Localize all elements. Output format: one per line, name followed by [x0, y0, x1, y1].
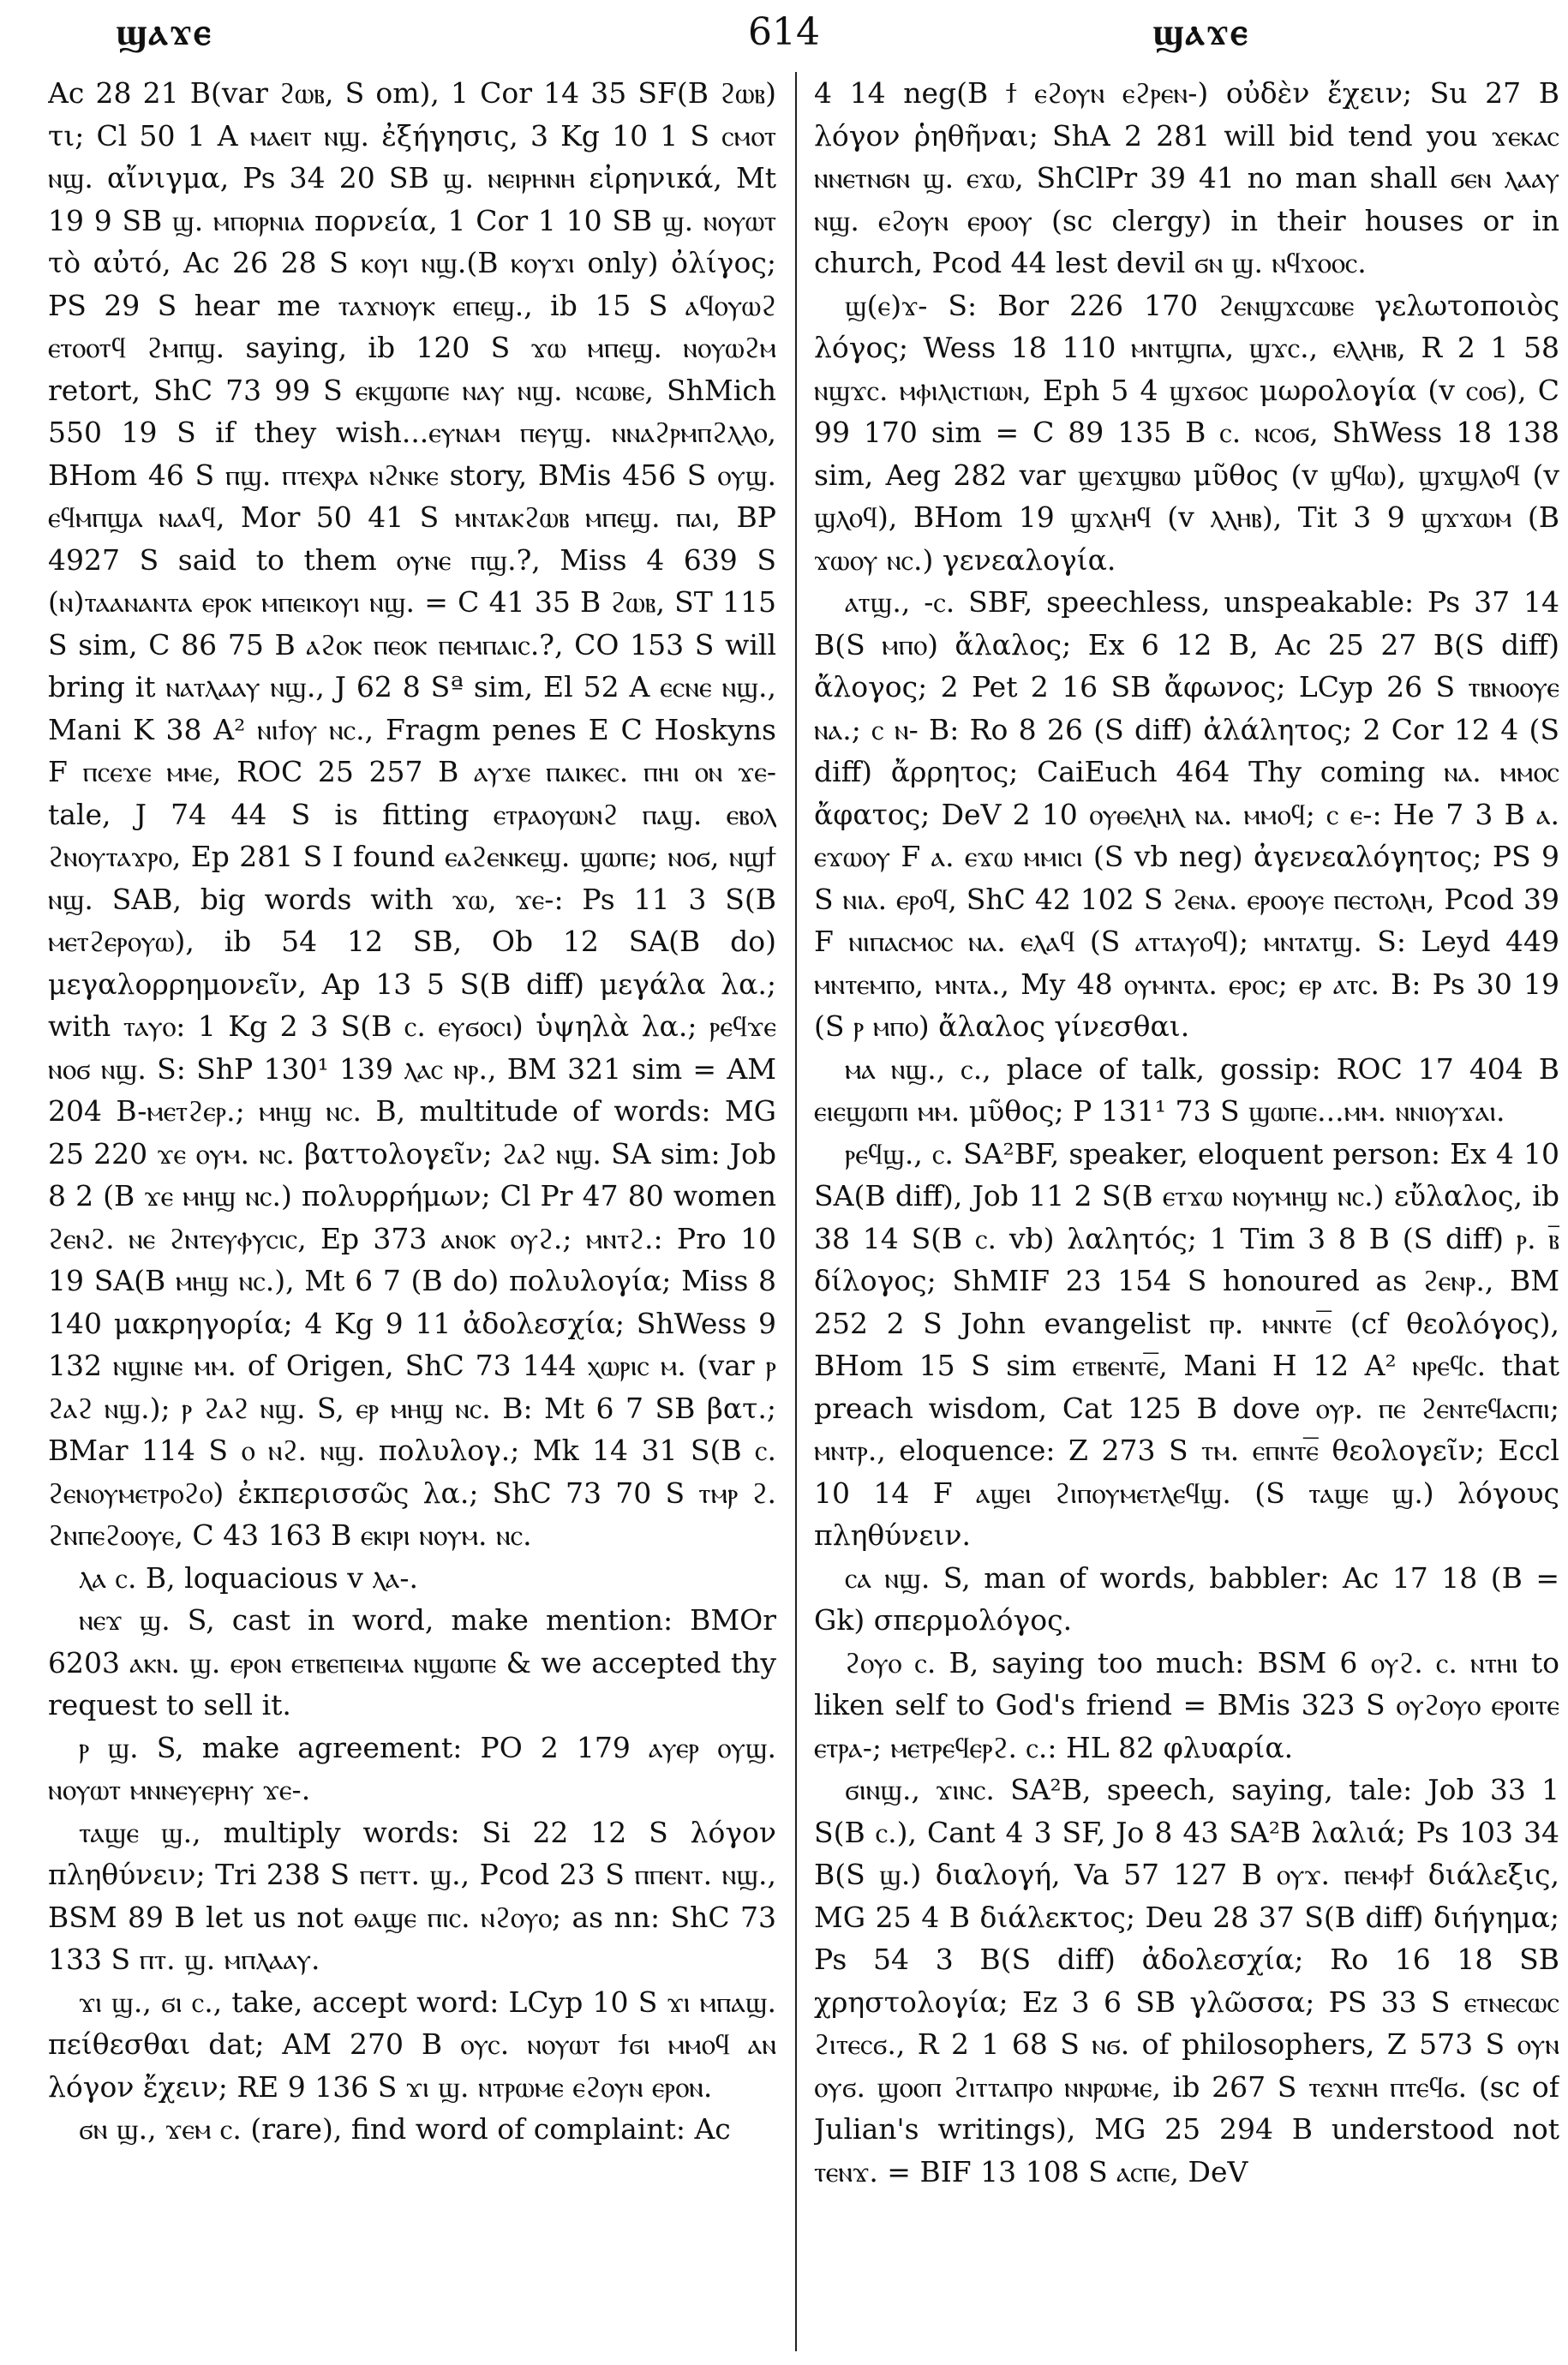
entry-paragraph: ⲛⲉϫ ϣ. S, cast in word, make mention: BMOr 6203 ⲁⲕⲛ. ϣ. ⲉⲣⲟⲛ ⲉⲧⲃⲉⲡⲉⲓⲙⲁ ⲛϣⲱⲡⲉ & we accepted thy request to sell it.	[48, 1603, 776, 1721]
running-headword-right: ϣⲁϫⲉ	[1152, 10, 1249, 54]
entry-paragraph: Ac 28 21 B(var ϩⲱⲃ, S om), 1 Cor 14 35 SF(B ϩⲱⲃ) τι; Cl 50 1 A ⲙⲁⲉⲓⲧ ⲛϣ. ἐξήγησις, 3 Kg 10 1 S ⲥⲙⲟⲧ ⲛϣ. αἴνιγμα, Ps 34 20 SB ϣ. ⲛⲉⲓⲣⲏⲛⲏ εἰρηνικά, Mt 19 9 SB ϣ. ⲙⲡⲟⲣⲛⲓⲁ πορνεία, 1 Cor 1 10 SB ϣ. ⲛⲟⲩⲱⲧ τὸ αὐτό, Ac 26 28 S ⲕⲟⲩⲓ ⲛϣ.(B ⲕⲟⲩϫⲓ only) ὀλίγος; PS 29 S hear me ⲧⲁϫⲛⲟⲩⲕ ⲉⲡⲉϣ., ib 15 S ⲁϥⲟⲩⲱϩ ⲉⲧⲟⲟⲧϥ ϩⲙⲡϣ. saying, ib 120 S ϫⲱ ⲙⲡⲉϣ. ⲛⲟⲩⲱϩⲙ retort, ShC 73 99 S ⲉⲕϣⲱⲡⲉ ⲛⲁⲩ ⲛϣ. ⲛⲥⲱⲃⲉ, ShMich 550 19 S if they wish...ⲉⲩⲛⲁⲙ ⲡⲉⲩϣ. ⲛⲛⲁϩⲣⲙⲡϩⲗⲗⲟ, BHom 46 S ⲡϣ. ⲡⲧⲉⲭⲣⲁ ⲛϩⲛⲕⲉ story, BMis 456 S ⲟⲩϣ. ⲉϥⲙⲡϣⲁ ⲛⲁⲁϥ, Mor 50 41 S ⲙⲛⲧⲁⲕϩⲱⲃ ⲙⲡⲉϣ. ⲡⲁⲓ, BP 4927 S said to them ⲟⲩⲛⲉ ⲡϣ.?, Miss 4 639 S (ⲛ)ⲧⲁⲁⲛⲁⲛⲧⲁ ⲉⲣⲟⲕ ⲙⲡⲉⲓⲕⲟⲩⲓ ⲛϣ. = C 41 35 B ϩⲱⲃ, ST 115 S sim, C 86 75 B ⲁϩⲟⲕ ⲡⲉⲟⲕ ⲡⲉⲙⲡⲁⲓⲥ.?, CO 153 S will bring it ⲛⲁⲧⲗⲁⲁⲩ ⲛϣ., J 62 8 Sª sim, El 52 A ⲉⲥⲛⲉ ⲛϣ., Mani K 38 A² ⲛⲓϯⲟⲩ ⲛⲥ., Fragm penes E C Hoskyns F ⲡⲥⲉϫⲉ ⲙⲙⲉ, ROC 25 257 B ⲁⲩϫⲉ ⲡⲁⲓⲕⲉⲥ. ⲡⲏⲓ ⲟⲛ ϫⲉ- tale, J 74 44 S is fitting ⲉⲧⲣⲁⲟⲩⲱⲛϩ ⲡⲁϣ. ⲉⲃⲟⲗ ϩⲛⲟⲩⲧⲁϫⲣⲟ, Ep 281 S I found ⲉⲁϩⲉⲛⲕⲉϣ. ϣⲱⲡⲉ; ⲛⲟϭ, ⲛϣϯ ⲛϣ. SAB, big words with ϫⲱ, ϫⲉ-: Ps 11 3 S(B ⲙⲉⲧϩⲉⲣⲟⲩⲱ), ib 54 12 SB, Ob 12 SA(B do) μεγαλορρημονεῖν, Ap 13 5 S(B diff) μεγάλα λα.; with ⲧⲁⲩⲟ: 1 Kg 2 3 S(B ⲥ. ⲉⲩϭⲟⲥⲓ) ὑψηλὰ λα.; ⲣⲉϥϫⲉ ⲛⲟϭ ⲛϣ. S: ShP 130¹ 139 ⲗⲁⲥ ⲛⲣ., BM 321 sim = AM 204 B-ⲙⲉⲧϩⲉⲣ.; ⲙⲏϣ ⲛⲥ. B, multitude of words: MG 25 220 ϫⲉ ⲟⲩⲙ. ⲛⲥ. βαττολογεῖν; ϩⲁϩ ⲛϣ. SA sim: Job 8 2 (B ϫⲉ ⲙⲏϣ ⲛⲥ.) πολυρρήμων; Cl Pr 47 80 women ϩⲉⲛϩ. ⲛⲉ ϩⲛⲧⲉⲩⲫⲩⲥⲓⲥ, Ep 373 ⲁⲛⲟⲕ ⲟⲩϩ.; ⲙⲛⲧϩ.: Pro 10 19 SA(B ⲙⲏϣ ⲛⲥ.), Mt 6 7 (B do) πολυλογία; Miss 8 140 μακρηγορία; 4 Kg 9 11 ἀδολεσχία; ShWess 9 132 ⲛϣⲓⲛⲉ ⲙⲙ. of Origen, ShC 73 144 ⲭⲱⲣⲓⲥ ⲙ. (var ⲣ ϩⲁϩ ⲛϣ.); ⲣ ϩⲁϩ ⲛϣ. S, ⲉⲣ ⲙⲏϣ ⲛⲥ. B: Mt 6 7 SB βατ.; BMar 114 S ⲟ ⲛϩ. ⲛϣ. πολυλογ.; Mk 14 31 S(B ⲥ. ϩⲉⲛⲟⲩⲙⲉⲧⲣⲟϩⲟ) ἐκπερισσῶς λα.; ShC 73 70 S ⲧⲙⲣ ϩ. ϩⲛⲡⲉϩⲟⲟⲩⲉ, C 43 163 B ⲉⲕⲓⲣⲓ ⲛⲟⲩⲙ. ⲛⲥ.	[48, 76, 776, 1552]
entry-paragraph: ϭⲛ ϣ., ϫⲉⲙ ⲥ. (rare), find word of complaint: Ac	[79, 2112, 731, 2146]
entry-paragraph: ⲧⲁϣⲉ ϣ., multiply words: Si 22 12 S λόγον πληθύνειν; Tri 238 S ⲡⲉⲧⲧ. ϣ., Pcod 23 S ⲡⲡⲉⲛⲧ. ⲛϣ., BSM 89 B let us not ⲑⲁϣⲉ ⲡⲓⲥ. ⲛϩⲟⲩⲟ; as nn: ShC 73 133 S ⲡⲧ. ϣ. ⲙⲡⲗⲁⲁⲩ.	[48, 1815, 776, 1976]
right-column	[814, 72, 1559, 2351]
entry-paragraph: ⲗⲁ ⲥ. B, loquacious v ⲗⲁ-.	[79, 1560, 419, 1595]
entry-paragraph: ⲣ ϣ. S, make agreement: PO 2 179 ⲁⲩⲉⲣ ⲟⲩϣ. ⲛⲟⲩⲱⲧ ⲙⲛⲛⲉⲩⲉⲣⲏⲩ ϫⲉ-.	[48, 1730, 776, 1806]
entry-paragraph: ϣ(ⲉ)ϫ- S: Bor 226 170 ϩⲉⲛϣϫⲥⲱⲃⲉ γελωτοποιὸς λόγος; Wess 18 110 ⲙⲛⲧϣⲡⲁ, ϣϫⲥ., ⲉⲗⲗⲏⲃ, R 2 1 58 ⲛϣϫⲥ. ⲙⲫⲓⲗⲓⲥⲧⲓⲱⲛ, Eph 5 4 ϣϫϭⲟⲥ μωρολογία (v ⲥⲟϭ), C 99 170 sim = C 89 135 B ⲥ. ⲛⲥⲟϭ, ShWess 18 138 sim, Aeg 282 var ϣⲉϫϣⲃⲱ μῦθος (v ϣϥⲱ), ϣϫϣⲗⲟϥ (v ϣⲗⲟϥ), BHom 19 ϣϫⲗⲏϥ (v ⲗⲗⲏⲃ), Tit 3 9 ϣϫϫⲱⲙ (B ϫⲱⲟⲩ ⲛⲥ.) γενεαλογία.	[814, 288, 1559, 577]
entry-paragraph: ϭⲓⲛϣ., ϫⲓⲛⲥ. SA²B, speech, saying, tale: Job 33 1 S(B ⲥ.), Cant 4 3 SF, Jo 8 43 SA²B λαλιά; Ps 103 34 B(S ϣ.) διαλογή, Va 57 127 B ⲟⲩϫ. ⲡⲉⲙⲫϯ διάλεξις, MG 25 4 B διάλεκτος; Deu 28 37 S(B diff) διήγημα; Ps 54 3 B(S diff) ἀδολεσχία; Ro 16 18 SB χρηστολογία; Ez 3 6 SB γλῶσσα; PS 33 S ⲉⲧⲛⲉⲥⲱⲥ ϩⲓⲧⲉⲥϭ., R 2 1 68 S ⲛϭ. of philosophers, Z 573 S ⲟⲩⲛ ⲟⲩϭ. ϣⲟⲟⲡ ϩⲓⲧⲧⲁⲡⲣⲟ ⲛⲛⲣⲱⲙⲉ, ib 267 S ⲧⲉϫⲛⲏ ⲡⲧⲉϥϭ. (sc of Julian's writings), MG 25 294 B understood not ⲧⲉⲛϫ. = BIF 13 108 S ⲁⲥⲡⲉ, DeV	[814, 1773, 1559, 2188]
entry-paragraph: ⲙⲁ ⲛϣ., ⲥ., place of talk, gossip: ROC 17 404 B ⲉⲓⲉϣⲱⲡⲓ ⲙⲙ. μῦθος; P 131¹ 73 S ϣⲱⲡⲉ...ⲙⲙ. ⲛⲛⲓⲟⲩϫⲁⲓ.	[814, 1051, 1559, 1128]
entry-paragraph: ⲣⲉϥϣ., ⲥ. SA²BF, speaker, eloquent person: Ex 4 10 SA(B diff), Job 11 2 S(B ⲉⲧϫⲱ ⲛⲟⲩⲙⲏϣ ⲛⲥ.) εὔλαλος, ib 38 14 S(B ⲥ. vb) λαλητός; 1 Tim 3 8 B (S diff) ⲣ. ⲃ̅ δίλογος; ShMIF 23 154 S honoured as ϩⲉⲛⲣ., BM 252 2 S John evangelist ⲡⲣ. ⲙⲛⲛⲧⲉ̅ (cf θεολόγος), BHom 15 S sim ⲉⲧⲃⲉⲛⲧⲉ̅, Mani H 12 A² ⲛⲣⲉϥⲥ. that preach wisdom, Cat 125 B dove ⲟⲩⲣ. ⲡⲉ ϩⲉⲛⲧⲉϥⲁⲥⲡⲓ; ⲙⲛⲧⲣ., eloquence: Z 273 S ⲧⲙ. ⲉⲡⲛⲧⲉ̅ θεολογεῖν; Eccl 10 14 F ⲁϣⲉⲓ ϩⲓⲡⲟⲩⲙⲉⲧⲗⲉϥϣ. (S ⲧⲁϣⲉ ϣ.) λόγους πληθύνειν.	[814, 1136, 1559, 1552]
page-number: 614	[748, 10, 820, 54]
running-headword-left: ϣⲁϫⲉ	[116, 10, 212, 54]
entry-paragraph: 4 14 neg(B ϯ ⲉϩⲟⲩⲛ ⲉϩⲣⲉⲛ-) οὐδὲν ἔχειν; Su 27 B λόγον ῥηθῆναι; ShA 2 281 will bid tend you ϫⲉⲕⲁⲥ ⲛⲛⲉⲧⲛϭⲛ ϣ. ⲉϫⲱ, ShClPr 39 41 no man shall ϭⲉⲛ ⲗⲁⲁⲩ ⲛϣ. ⲉϩⲟⲩⲛ ⲉⲣⲟⲟⲩ (sc clergy) in their houses or in church, Pcod 44 lest devil ϭⲛ ϣ. ⲛϥϫⲟⲟⲥ.	[814, 76, 1559, 279]
left-column	[48, 72, 776, 2351]
entry-paragraph: ϫⲓ ϣ., ϭⲓ ⲥ., take, accept word: LCyp 10 S ϫⲓ ⲙⲡⲁϣ. πείθεσθαι dat; AM 270 B ⲟⲩⲥ. ⲛⲟⲩⲱⲧ ϯϭⲓ ⲙⲙⲟϥ ⲁⲛ λόγον ἔχειν; RE 9 136 S ϫⲓ ϣ. ⲛⲧⲣⲱⲙⲉ ⲉϩⲟⲩⲛ ⲉⲣⲟⲛ.	[48, 1985, 776, 2104]
column-divider	[795, 72, 797, 2351]
entry-paragraph: ϩⲟⲩⲟ ⲥ. B, saying too much: BSM 6 ⲟⲩϩ. ⲥ. ⲛⲧⲏⲓ to liken self to God's friend = BMis 323 S ⲟⲩϩⲟⲩⲟ ⲉⲣⲟⲓⲧⲉ ⲉⲧⲣⲁ-; ⲙⲉⲧⲣⲉϥⲉⲣϩ. ⲥ.: HL 82 φλυαρία.	[814, 1645, 1559, 1764]
entry-paragraph: ⲥⲁ ⲛϣ. S, man of words, babbler: Ac 17 18 (B = Gk) σπερμολόγος.	[814, 1560, 1559, 1637]
entry-paragraph: ⲁⲧϣ., -ⲥ. SBF, speechless, unspeakable: Ps 37 14 B(S ⲙⲡⲟ) ἄλαλος; Ex 6 12 B, Ac 25 27 B(S diff) ἄλογος; 2 Pet 2 16 SB ἄφωνος; LCyp 26 S ⲧⲃⲛⲟⲟⲩⲉ ⲛⲁ.; ⲥ ⲛ- B: Ro 8 26 (S diff) ἀλάλητος; 2 Cor 12 4 (S diff) ἄρρητος; CaiEuch 464 Thy coming ⲛⲁ. ⲙⲙⲟⲥ ἄφατος; DeV 2 10 ⲟⲩⲑⲉⲗⲏⲗ ⲛⲁ. ⲙⲙⲟϥ; ⲥ ⲉ-: He 7 3 B ⲁ. ⲉϫⲱⲟⲩ F ⲁ. ⲉϫⲱ ⲙⲙⲓⲥⲓ (S vb neg) ἀγενεαλόγητος; PS 9 S ⲛⲓⲁ. ⲉⲣⲟϥ, ShC 42 102 S ϩⲉⲛⲁ. ⲉⲣⲟⲟⲩⲉ ⲡⲉⲥⲧⲟⲗⲏ, Pcod 39 F ⲛⲓⲡⲁⲥⲙⲟⲥ ⲛⲁ. ⲉⲗⲁϥ (S ⲁⲧⲧⲁⲩⲟϥ); ⲙⲛⲧⲁⲧϣ. S: Leyd 449 ⲙⲛⲧⲉⲙⲡⲟ, ⲙⲛⲧⲁ., My 48 ⲟⲩⲙⲛⲧⲁ. ⲉⲣⲟⲥ; ⲉⲣ ⲁⲧⲥ. B: Ps 30 19 (S ⲣ ⲙⲡⲟ) ἄλαλος γίνεσθαι.	[814, 585, 1559, 1043]
